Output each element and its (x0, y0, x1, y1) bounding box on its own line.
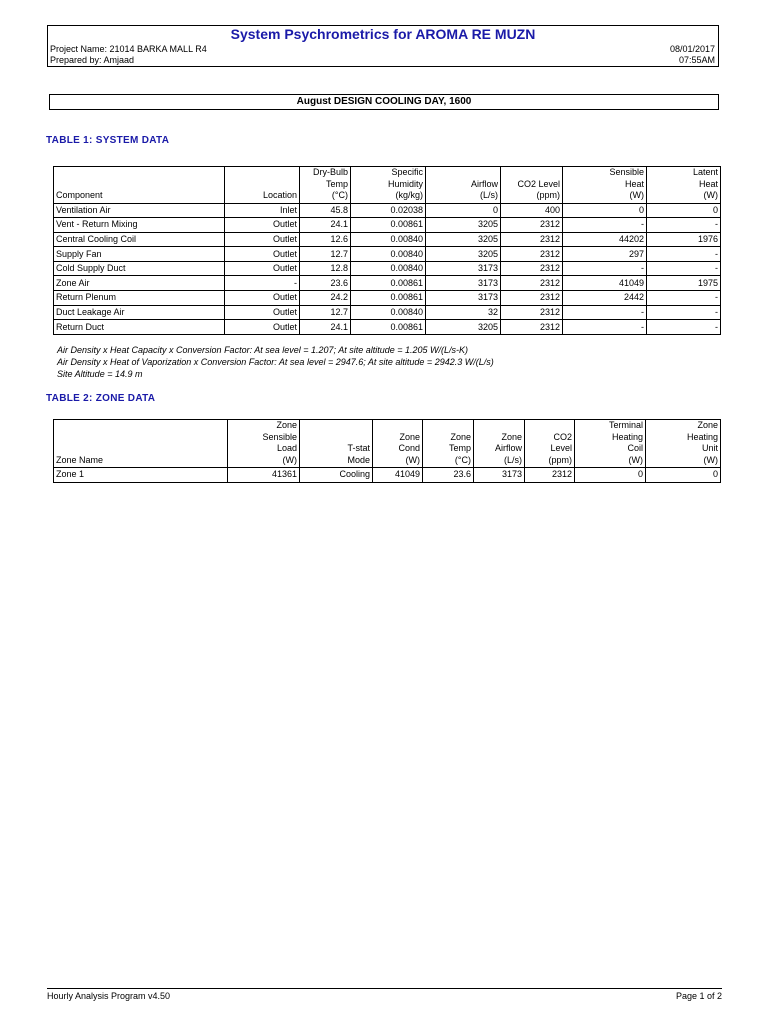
table1-cell: - (647, 320, 721, 335)
table2-header-line: T-stat (347, 443, 370, 453)
table2-header-line: (°C) (454, 454, 471, 465)
table2-header-line: Zone (276, 420, 297, 430)
table1-header-cell (426, 167, 501, 204)
table1-cell: 0.00861 (351, 276, 426, 291)
table1-header-cell (647, 167, 721, 204)
table1-cell: Zone Air (54, 276, 225, 291)
table1-header-row (54, 167, 721, 204)
table1-cell: 2312 (501, 291, 563, 306)
note-heat-capacity: Air Density x Heat Capacity x Conversion Factor: At sea level = 1.207; At site altitude = 1.205 W/(L/s-K) (57, 345, 469, 355)
table1-header-line: Airflow (470, 178, 498, 189)
table1-cell: 2312 (501, 232, 563, 247)
table1-cell: 0.02038 (351, 203, 426, 218)
table2-header-cell (54, 420, 228, 468)
table2-header-line: (W) (628, 454, 643, 465)
table2-header-line: Heating (686, 431, 718, 442)
table2-header-cell (575, 420, 646, 468)
table-row (54, 247, 721, 262)
table1-cell: - (563, 261, 647, 276)
table1-cell: - (225, 276, 300, 291)
table1-cell: 2312 (501, 276, 563, 291)
table2-header-cell (646, 420, 721, 468)
table1-cell: 2312 (501, 305, 563, 320)
table1-cell: 3173 (426, 291, 501, 306)
table1-title: TABLE 1: SYSTEM DATA (46, 135, 170, 146)
table2-header-line: (W) (282, 454, 297, 465)
table1-cell: 0.00861 (351, 320, 426, 335)
table1-cell: 12.7 (300, 305, 351, 320)
table1-cell: Vent - Return Mixing (54, 218, 225, 233)
table1-cell: - (647, 261, 721, 276)
table1-header-line: Heat (624, 178, 644, 189)
table1-cell: Duct Leakage Air (54, 305, 225, 320)
table1-cell: - (647, 247, 721, 262)
table1-cell: 0.00840 (351, 247, 426, 262)
table2-cell: 41361 (228, 468, 300, 483)
footer-divider (47, 988, 722, 989)
table1-header-cell (501, 167, 563, 204)
table1-header-line: (W) (629, 190, 644, 200)
table1-cell: Outlet (225, 261, 300, 276)
table1-cell: 0.00861 (351, 218, 426, 233)
table1-header-line: Specific (391, 167, 423, 177)
table1-header-line: Dry-Bulb (312, 167, 348, 177)
table2-header-line: CO2 (553, 431, 572, 442)
table1-cell: 2312 (501, 218, 563, 233)
table1-cell: 32 (426, 305, 501, 320)
table2-header-line: Zone Name (56, 454, 104, 465)
table1-cell: - (563, 218, 647, 233)
table2-header-line: (L/s) (504, 454, 522, 465)
table2-header-cell (373, 420, 423, 468)
table1-cell: 1975 (647, 276, 721, 291)
table1-header-line: (°C) (331, 190, 348, 200)
table1-cell: 0.00861 (351, 291, 426, 306)
table-row (54, 261, 721, 276)
prepared-by: Prepared by: Amjaad (50, 55, 135, 65)
project-name: Project Name: 21014 BARKA MALL R4 (50, 44, 207, 54)
table1-cell: 12.7 (300, 247, 351, 262)
table2-header-cell (474, 420, 525, 468)
table2-header-line: Heating (611, 431, 643, 442)
table-row (54, 276, 721, 291)
table1-header-line: Location (262, 190, 297, 200)
table1-cell: 44202 (563, 232, 647, 247)
table1-cell: Supply Fan (54, 247, 225, 262)
table2-header-line: Level (550, 443, 572, 453)
table1-header-cell (563, 167, 647, 204)
table2-header-row (54, 420, 721, 468)
table2-header-line: Zone (697, 420, 718, 430)
table2-cell: Cooling (300, 468, 373, 483)
table1-cell: Outlet (225, 232, 300, 247)
table2-header-line: Cond (398, 443, 420, 453)
table1-cell: - (647, 291, 721, 306)
footer-program: Hourly Analysis Program v4.50 (47, 991, 171, 1001)
table2-cell: 2312 (525, 468, 575, 483)
table2-header-line: Temp (448, 443, 471, 453)
table2-header-cell (300, 420, 373, 468)
table1-cell: 3205 (426, 247, 501, 262)
table1-cell: 12.8 (300, 261, 351, 276)
table2-header-line: Terminal (608, 420, 643, 430)
table1-cell: 12.6 (300, 232, 351, 247)
note-site-altitude: Site Altitude = 14.9 m (57, 369, 143, 379)
table1-cell: 2312 (501, 261, 563, 276)
table2-header-line: (ppm) (548, 454, 572, 465)
table2-header-line: Mode (347, 454, 370, 465)
table1-cell: 3205 (426, 320, 501, 335)
table1-cell: Outlet (225, 247, 300, 262)
table1-cell: 3205 (426, 232, 501, 247)
table-row (54, 218, 721, 233)
table1-cell: 41049 (563, 276, 647, 291)
table2-header-line: Zone (450, 431, 471, 442)
table2-header-line: (W) (703, 454, 718, 465)
table2-header-line: Sensible (262, 431, 297, 442)
table1-cell: 3173 (426, 276, 501, 291)
table1-cell: 0.00840 (351, 261, 426, 276)
table2-header-line: (W) (405, 454, 420, 465)
table1-cell: Inlet (225, 203, 300, 218)
table1-header-line: (L/s) (480, 190, 498, 200)
table2-cell: 0 (646, 468, 721, 483)
table1-header-line: (kg/kg) (395, 190, 423, 200)
zone-data-table (53, 419, 721, 483)
table1-cell: - (563, 305, 647, 320)
table1-cell: 0.00840 (351, 305, 426, 320)
table1-header-line: CO2 Level (517, 178, 560, 189)
table1-header-line: (ppm) (536, 190, 560, 200)
table1-header-line: Component (56, 190, 103, 200)
table1-cell: Outlet (225, 218, 300, 233)
table1-header-line: Temp (325, 178, 348, 189)
table1-cell: Outlet (225, 305, 300, 320)
table1-cell: Central Cooling Coil (54, 232, 225, 247)
table2-header-cell (423, 420, 474, 468)
table1-cell: 0 (647, 203, 721, 218)
table2-header-line: Airflow (494, 443, 522, 453)
report-title: System Psychrometrics for AROMA RE MUZN (230, 26, 536, 42)
table-row (54, 232, 721, 247)
table1-header-line: (W) (703, 190, 718, 200)
report-time: 07:55AM (678, 55, 715, 65)
table1-cell: 400 (501, 203, 563, 218)
table1-header-cell (225, 167, 300, 204)
table1-cell: 24.1 (300, 218, 351, 233)
table1-cell: Return Duct (54, 320, 225, 335)
table2-header-line: Load (276, 443, 297, 453)
table1-header-cell (300, 167, 351, 204)
table1-cell: - (647, 218, 721, 233)
table1-cell: 1976 (647, 232, 721, 247)
table1-cell: 297 (563, 247, 647, 262)
table1-header-cell (351, 167, 426, 204)
footer-page-number: Page 1 of 2 (675, 991, 722, 1001)
table1-cell: - (647, 305, 721, 320)
table1-cell: Cold Supply Duct (54, 261, 225, 276)
table-row (54, 291, 721, 306)
table-row (54, 320, 721, 335)
table1-cell: 45.8 (300, 203, 351, 218)
table1-header-line: Sensible (609, 167, 644, 177)
table1-header-line: Heat (698, 178, 718, 189)
table1-cell: Outlet (225, 291, 300, 306)
table2-header-line: Zone (501, 431, 522, 442)
report-date: 08/01/2017 (669, 44, 715, 54)
table1-cell: 0 (563, 203, 647, 218)
table1-cell: 24.1 (300, 320, 351, 335)
table2-cell: Zone 1 (54, 468, 228, 483)
table2-header-cell (525, 420, 575, 468)
table1-cell: 23.6 (300, 276, 351, 291)
report-header (47, 25, 719, 67)
design-day-banner: August DESIGN COOLING DAY, 1600 (49, 94, 719, 110)
table-row (54, 468, 721, 483)
table1-cell: 3173 (426, 261, 501, 276)
table2-title: TABLE 2: ZONE DATA (46, 393, 156, 404)
table1-cell: - (563, 320, 647, 335)
table1-cell: Return Plenum (54, 291, 225, 306)
table1-cell: 0 (426, 203, 501, 218)
table-row (54, 203, 721, 218)
table2-cell: 41049 (373, 468, 423, 483)
note-heat-vaporization: Air Density x Heat of Vaporization x Conversion Factor: At sea level = 2947.6; At site altitude = 2942.3 W/(L/s) (57, 357, 494, 367)
table1-cell: 2312 (501, 320, 563, 335)
table2-cell: 0 (575, 468, 646, 483)
table1-cell: Outlet (225, 320, 300, 335)
table2-cell: 3173 (474, 468, 525, 483)
table1-cell: Ventilation Air (54, 203, 225, 218)
table2-header-line: Coil (627, 443, 643, 453)
table1-header-cell (54, 167, 225, 204)
table1-header-line: Humidity (387, 178, 423, 189)
table2-header-line: Zone (399, 431, 420, 442)
table1-cell: 0.00840 (351, 232, 426, 247)
table1-cell: 24.2 (300, 291, 351, 306)
table1-header-line: Latent (692, 167, 718, 177)
table1-cell: 3205 (426, 218, 501, 233)
table1-cell: 2442 (563, 291, 647, 306)
table-row (54, 305, 721, 320)
system-data-table (53, 166, 721, 335)
table1-cell: 2312 (501, 247, 563, 262)
table2-header-line: Unit (701, 443, 718, 453)
table2-header-cell (228, 420, 300, 468)
table2-cell: 23.6 (423, 468, 474, 483)
